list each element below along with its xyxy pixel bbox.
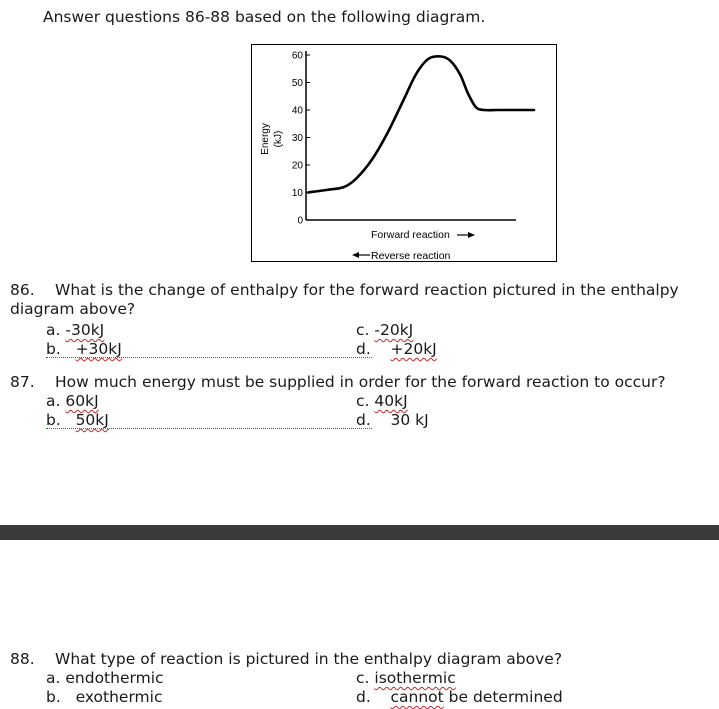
answer-86-b[interactable]: b. +30kJ xyxy=(46,340,122,358)
enthalpy-diagram xyxy=(251,44,557,263)
answer-88-b[interactable]: b. exothermic xyxy=(46,688,163,706)
question-88 xyxy=(10,650,715,669)
question-text: What is the change of enthalpy for the forward reaction pictured in the enthalpy diagram above? xyxy=(10,281,679,318)
question-text: What type of reaction is pictured in the enthalpy diagram above? xyxy=(55,650,563,668)
answer-88-c[interactable]: c. isothermic xyxy=(356,669,456,687)
question-number: 87. xyxy=(10,373,35,391)
y-tick-label: 40 xyxy=(291,105,303,117)
question-number: 86. xyxy=(10,281,35,299)
grammar-underline xyxy=(46,428,372,429)
answer-88-d[interactable]: d. cannot be determined xyxy=(356,688,563,706)
y-tick-label: 10 xyxy=(291,188,303,199)
forward-reaction-label: Forward reaction xyxy=(371,229,450,241)
answer-87-c[interactable]: c. 40kJ xyxy=(356,392,408,410)
y-tick-label: 50 xyxy=(291,78,303,89)
instructions: Answer questions 86-88 based on the following diagram. xyxy=(43,8,486,26)
y-axis-label-line2: (kJ) xyxy=(273,130,284,148)
answer-87-b[interactable]: b. 50kJ xyxy=(46,411,109,429)
answer-86-a[interactable]: a. -30kJ xyxy=(46,321,105,339)
y-tick-label: 20 xyxy=(291,160,303,172)
reverse-reaction-label: Reverse reaction xyxy=(371,250,451,262)
question-86 xyxy=(10,281,715,319)
y-tick-label: 60 xyxy=(291,50,303,62)
answer-88-a[interactable]: a. endothermic xyxy=(46,669,164,687)
answer-86-d[interactable]: d. +20kJ xyxy=(356,340,437,358)
answer-87-a[interactable]: a. 60kJ xyxy=(46,392,99,410)
y-tick-label: 0 xyxy=(297,215,303,227)
question-text: How much energy must be supplied in order for the forward reaction to occur? xyxy=(55,373,666,391)
answer-87-d[interactable]: d. 30 kJ xyxy=(356,411,429,429)
grammar-underline xyxy=(46,357,372,358)
question-87 xyxy=(10,373,715,392)
answer-86-c[interactable]: c. -20kJ xyxy=(356,321,414,339)
question-number: 88. xyxy=(10,650,35,668)
y-axis-label-line1: Energy xyxy=(260,123,271,155)
page-break xyxy=(0,525,719,540)
y-tick-label: 30 xyxy=(291,133,303,144)
